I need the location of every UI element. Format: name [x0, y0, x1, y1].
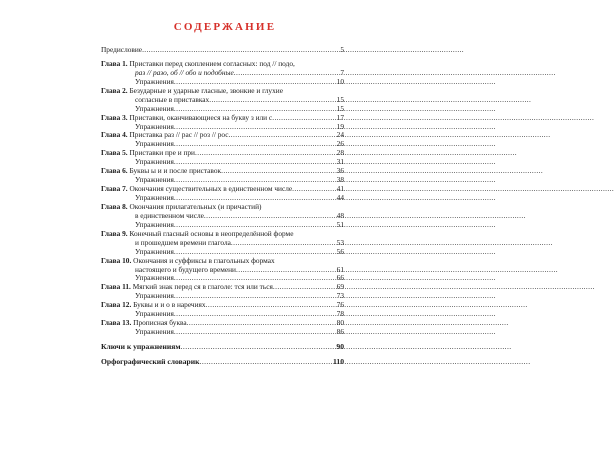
toc-entry-exercises-9[interactable]: Упражнения ..... 56 — [101, 248, 344, 257]
toc-entry-chapter-8-cont[interactable]: в единственном числе ..... 48 — [101, 212, 344, 221]
toc-entry-exercises-3[interactable]: Упражнения ..... 19 — [101, 123, 344, 132]
toc-entry-chapter-5[interactable]: Глава 5. Приставки пре и при ..... 28 — [101, 149, 344, 158]
toc-entry-chapter-6[interactable]: Глава 6. Буквы ы и и после приставок ..... 36 — [101, 167, 344, 176]
chapter-label: Глава 1. — [101, 58, 128, 68]
toc-page-number: 5 — [340, 45, 344, 54]
toc-list — [101, 46, 344, 367]
toc-entry-chapter-8[interactable]: Глава 8. Окончания прилагательных (и причастий) — [101, 201, 262, 211]
toc-entry-chapter-10[interactable]: Глава 10. Окончания и суффиксы в глагольных формах — [101, 255, 275, 265]
toc-entry-exercises-7[interactable]: Упражнения ..... 44 — [101, 194, 344, 203]
toc-entry-chapter-11[interactable]: Глава 11. Мягкий знак перед ся в глаголе: тся или ться ..... 69 — [101, 283, 344, 292]
toc-entry-chapter-10-cont[interactable]: настоящего и будущего времени ..... 61 — [101, 266, 344, 275]
toc-page-number: 7 — [340, 67, 344, 77]
toc-heading: СОДЕРЖАНИЕ — [173, 21, 277, 33]
toc-entry-chapter-12[interactable]: Глава 12. Буквы и и о в наречиях ..... 76 — [101, 301, 344, 310]
toc-entry-exercises-13[interactable]: Упражнения ..... 86 — [101, 328, 344, 337]
toc-entry-title: Приставки перед скоплением согласных: под // подо, — [129, 58, 295, 68]
toc-entry-title: Предисловие — [101, 45, 143, 54]
toc-entry-answer-keys[interactable]: Ключи к упражнениям ..... 90 — [101, 343, 344, 352]
toc-entry-exercises-12[interactable]: Упражнения ..... 78 — [101, 310, 344, 319]
toc-entry-exercises-1[interactable]: Упражнения ..... 10 — [101, 78, 344, 87]
toc-entry-exercises-5[interactable]: Упражнения ..... 31 — [101, 158, 344, 167]
toc-entry-exercises-11[interactable]: Упражнения ..... 73 — [101, 292, 344, 301]
toc-entry-exercises-2[interactable]: Упражнения ..... 15 — [101, 105, 344, 114]
toc-entry-exercises-4[interactable]: Упражнения ..... 26 — [101, 140, 344, 149]
toc-entry-chapter-9-cont[interactable]: и прошедшем времени глагола ..... 53 — [101, 239, 344, 248]
toc-entry-chapter-4[interactable]: Глава 4. Приставка раз // рас // роз // рос ..... 24 — [101, 131, 344, 140]
toc-entry-chapter-2[interactable]: Глава 2. Безударные и ударные гласные, звонкие и глухие — [101, 85, 283, 95]
toc-entry-chapter-7[interactable]: Глава 7. Окончания существительных в единственном числе ..... 41 — [101, 185, 344, 194]
toc-entry-title: раз // разо, об // обо и подобные — [135, 67, 234, 77]
toc-entry-chapter-3[interactable]: Глава 3. Приставки, оканчивающиеся на букву з или с ..... 17 — [101, 114, 344, 123]
toc-entry-exercises-10[interactable]: Упражнения ..... 66 — [101, 274, 344, 283]
toc-entry-exercises-6[interactable]: Упражнения ..... 38 — [101, 176, 344, 185]
toc-entry-preface[interactable] — [101, 46, 344, 55]
toc-entry-exercises-8[interactable]: Упражнения ..... 51 — [101, 221, 344, 230]
toc-entry-chapter-9[interactable]: Глава 9. Конечный гласный основы в неопределённой форме — [101, 228, 294, 238]
toc-entry-chapter-2-cont[interactable]: согласные в приставках ..... 15 — [101, 96, 344, 105]
toc-entry-dictionary[interactable]: Орфографический словарик ..... 110 — [101, 358, 344, 367]
toc-entry-chapter-13[interactable]: Глава 13. Прописная буква ..... 80 — [101, 319, 344, 328]
